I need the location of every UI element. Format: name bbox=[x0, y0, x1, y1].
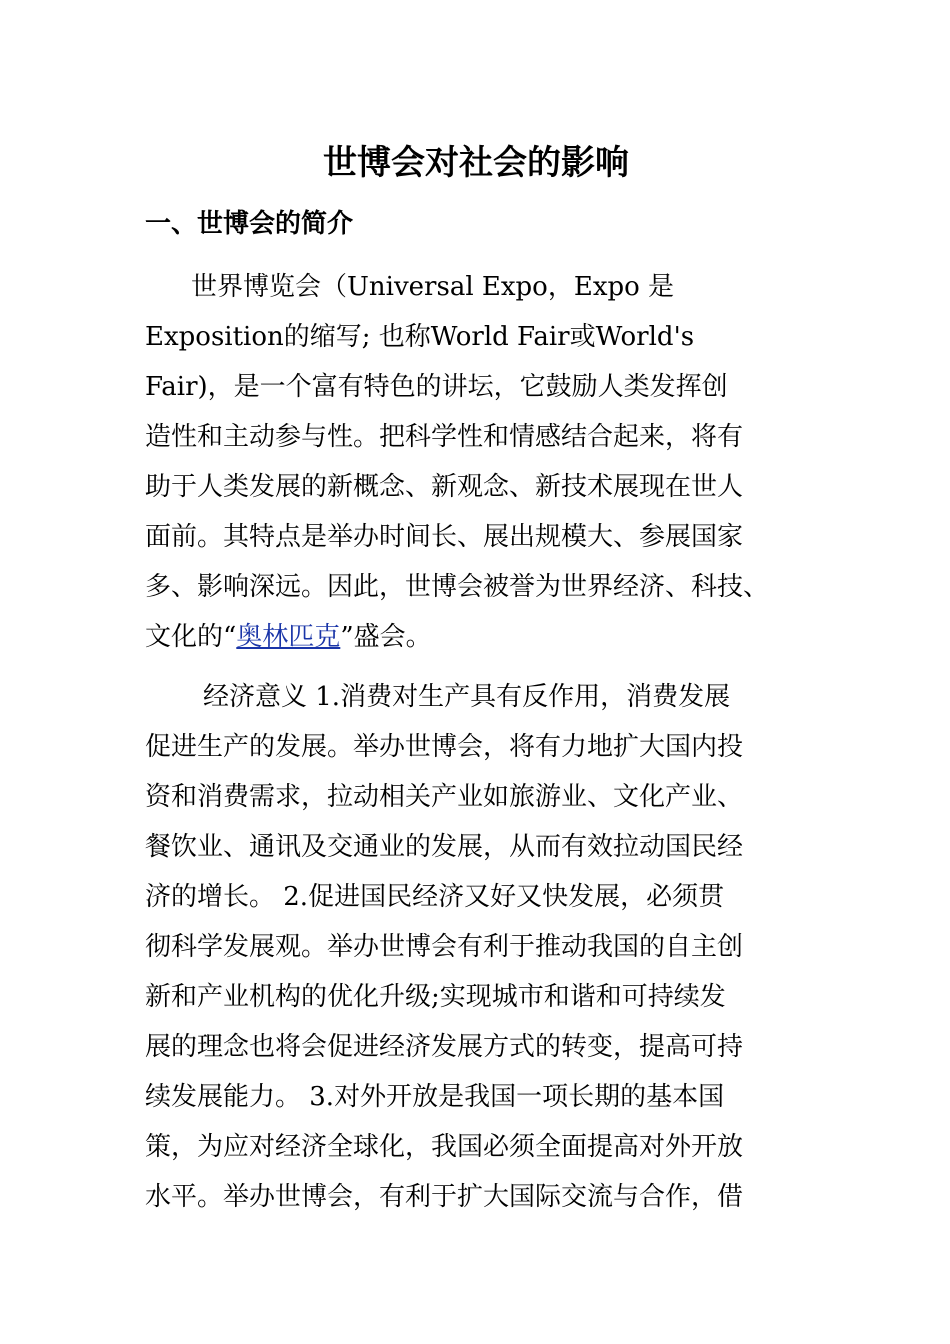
text-line bbox=[145, 462, 807, 512]
text-line bbox=[145, 722, 807, 772]
text-line-content: 世界博览会（Universal Expo，Expo 是 bbox=[191, 272, 675, 302]
text-line-content: 济的增长。 2.促进国民经济又好又快发展，必须贯 bbox=[145, 882, 725, 912]
text-line bbox=[145, 772, 807, 822]
text-line bbox=[145, 1072, 807, 1122]
text-line bbox=[145, 312, 807, 362]
text-line-content: 文化的“ bbox=[145, 622, 237, 652]
text-line-content: Exposition的缩写; 也称World Fair或World's bbox=[145, 322, 695, 352]
text-line-content: 经济意义 1.消费对生产具有反作用，消费发展 bbox=[203, 682, 731, 712]
page-title: 世博会对社会的影响 bbox=[323, 143, 629, 183]
text-line bbox=[145, 412, 807, 462]
text-line-content: 造性和主动参与性。把科学性和情感结合起来，将有 bbox=[145, 422, 744, 452]
text-line bbox=[145, 822, 807, 872]
text-line-content: 资和消费需求，拉动相关产业如旅游业、文化产业、 bbox=[145, 782, 744, 812]
text-line-content: Fair)，是一个富有特色的讲坛，它鼓励人类发挥创 bbox=[145, 372, 728, 402]
olympics-link[interactable]: 奥林匹克 bbox=[236, 622, 341, 652]
text-line bbox=[145, 262, 807, 312]
text-line-content: 策，为应对经济全球化，我国必须全面提高对外开放 bbox=[145, 1132, 744, 1162]
text-line bbox=[145, 672, 807, 722]
text-line bbox=[145, 1122, 807, 1172]
text-line-content: 水平。举办世博会，有利于扩大国际交流与合作，借 bbox=[145, 1182, 744, 1212]
text-line bbox=[145, 972, 807, 1022]
text-line-content: 展的理念也将会促进经济发展方式的转变，提高可持 bbox=[145, 1032, 744, 1062]
text-line-content: 面前。其特点是举办时间长、展出规模大、参展国家 bbox=[145, 522, 744, 552]
text-line-content: 促进生产的发展。举办世博会，将有力地扩大国内投 bbox=[145, 732, 744, 762]
text-line bbox=[145, 1172, 807, 1222]
section-heading: 一、世博会的简介 bbox=[145, 209, 354, 239]
text-line bbox=[145, 922, 807, 972]
text-line-content: ”盛会。 bbox=[340, 622, 432, 652]
text-line-content: 助于人类发展的新概念、新观念、新技术展现在世人 bbox=[145, 472, 744, 502]
text-line bbox=[145, 872, 807, 922]
text-line bbox=[145, 562, 807, 612]
text-line-content: 餐饮业、通讯及交通业的发展，从而有效拉动国民经 bbox=[145, 832, 744, 862]
text-line-content: 多、影响深远。因此，世博会被誉为世界经济、科技、 bbox=[145, 572, 770, 602]
text-line-content: 续发展能力。 3.对外开放是我国一项长期的基本国 bbox=[145, 1082, 725, 1112]
text-line bbox=[145, 512, 807, 562]
text-line-content: 新和产业机构的优化升级;实现城市和谐和可持续发 bbox=[145, 982, 726, 1012]
text-line bbox=[145, 1022, 807, 1072]
text-line bbox=[145, 612, 807, 662]
text-line bbox=[145, 362, 807, 412]
text-line-content: 彻科学发展观。举办世博会有利于推动我国的自主创 bbox=[145, 932, 744, 962]
